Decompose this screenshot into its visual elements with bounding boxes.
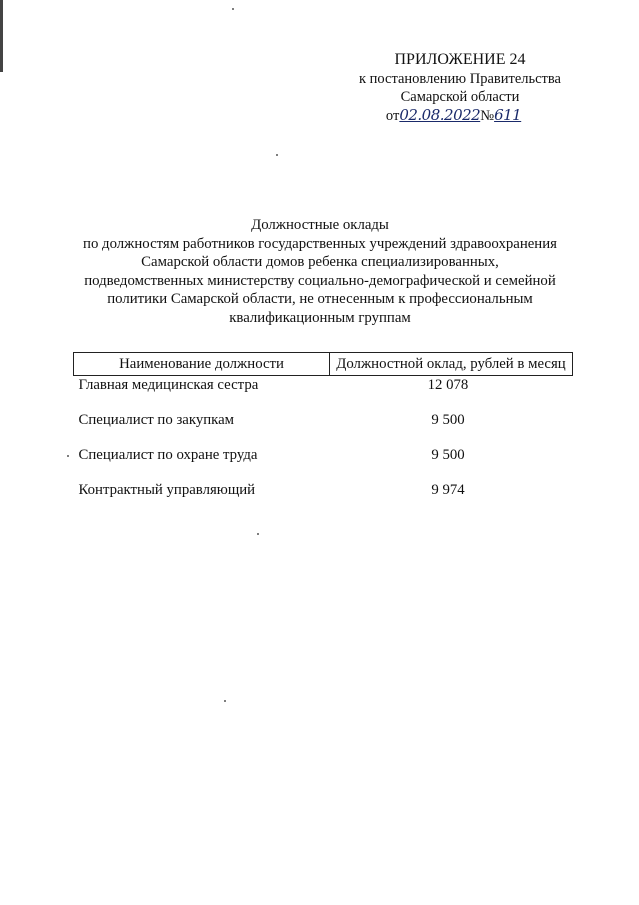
salary-cell: 9 974: [431, 482, 465, 498]
scan-speck: [257, 533, 259, 535]
appendix-line2: Самарской области: [400, 89, 520, 105]
salary-cell: 12 078: [427, 377, 469, 393]
heading-line: по должностям работников государственных учреждений здравоохранения: [83, 235, 557, 252]
heading-line: квалификационным группам: [229, 309, 411, 326]
table-row: [74, 482, 573, 517]
appendix-title: ПРИЛОЖЕНИЕ 24: [394, 51, 526, 68]
table-row: [74, 412, 573, 447]
table-row: [74, 447, 573, 482]
position-cell: Главная медицинская сестра: [78, 377, 259, 393]
document-heading: [40, 216, 600, 327]
scan-edge-mark: [0, 0, 3, 72]
heading-line: подведомственных министерству социально-демографической и семейной: [84, 272, 556, 289]
position-cell: Специалист по охране труда: [78, 447, 258, 463]
date-prefix: от: [385, 108, 400, 124]
scan-speck: [67, 455, 69, 457]
table-row: [74, 376, 573, 413]
appendix-block: [330, 50, 590, 125]
scan-speck: [224, 700, 226, 702]
heading-line: политики Самарской области, не отнесенным к профессиональным: [107, 291, 533, 307]
handwritten-number: 611: [494, 106, 522, 124]
scan-speck: [232, 8, 234, 10]
appendix-date-line: [330, 106, 590, 125]
header-salary: Должностной оклад, рублей в месяц: [330, 353, 573, 376]
salary-cell: 9 500: [431, 447, 465, 463]
heading-line: Должностные оклады: [251, 217, 389, 233]
table-header-row: [74, 353, 573, 376]
salary-cell: 9 500: [431, 412, 465, 428]
position-cell: Контрактный управляющий: [78, 482, 256, 498]
salary-table: [73, 352, 573, 517]
position-cell: Специалист по закупкам: [78, 412, 235, 428]
scan-speck: [276, 154, 278, 156]
number-prefix: №: [480, 108, 495, 124]
header-position: Наименование должности: [74, 353, 330, 376]
heading-line: Самарской области домов ребенка специализированных,: [141, 254, 499, 270]
handwritten-date: 02.08.2022: [399, 106, 481, 124]
appendix-line1: к постановлению Правительства: [359, 71, 561, 87]
